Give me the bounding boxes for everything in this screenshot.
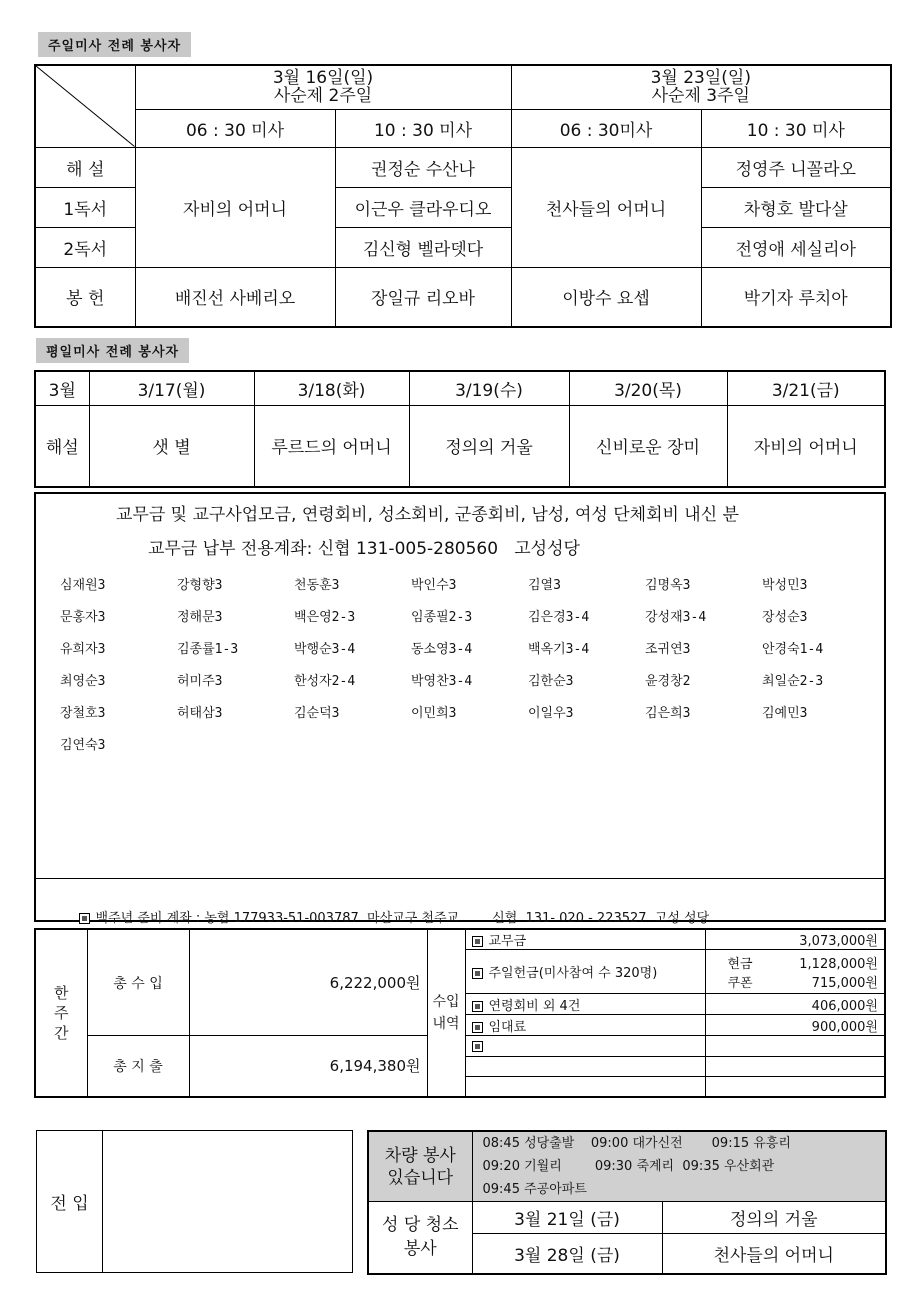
income-item-name: 임대료 — [488, 1019, 527, 1035]
schedule-row — [483, 1132, 886, 1155]
transfer-in-content — [103, 1131, 353, 1273]
role-label: 봉 헌 — [35, 267, 135, 327]
total-expense-value: 6,194,380원 — [189, 1036, 427, 1097]
donor-name: 박영찬3-4 — [411, 674, 473, 689]
sunday-section-label: 주일미사 전례 봉사자 — [38, 32, 191, 57]
finance-table — [34, 928, 886, 1098]
sunday-date-1-name: 사순제 2주일 — [273, 86, 373, 107]
detail-label — [427, 929, 465, 1097]
income-amount: 3,073,000원 — [705, 929, 885, 950]
weekday-group: 정의의 거울 — [409, 405, 569, 487]
income-sub-amounts — [705, 950, 885, 994]
income-amount: 900,000원 — [705, 1015, 885, 1036]
donor-name: 강형향3 — [177, 578, 223, 593]
income-item — [465, 929, 705, 950]
donation-heading: 교무금 및 교구사업모금, 연령회비, 성소회비, 군종회비, 남성, 여성 단체회비 내신 분 — [116, 505, 739, 525]
donor-name: 동소영3-4 — [411, 642, 473, 657]
donor-name: 윤경창2 — [645, 674, 691, 689]
donor-name: 김명옥3 — [645, 578, 691, 593]
schedule-row — [483, 1155, 886, 1178]
income-item-name: 교무금 — [488, 934, 527, 949]
empty-cell — [465, 1057, 705, 1097]
weekday-ministry-table — [34, 370, 886, 488]
schedule-stop: 08:45 성당출발 — [482, 1136, 575, 1151]
sunday-date-2-date: 3월 23일(일) — [650, 68, 751, 89]
sub-amount: 1,128,000원 — [799, 956, 878, 972]
donor-name: 장성순3 — [762, 610, 808, 625]
weekday-date: 3/21(금) — [727, 371, 885, 405]
donor-name: 김열3 — [528, 578, 561, 593]
month-label: 3월 — [35, 371, 89, 405]
role-label: 해 설 — [35, 147, 135, 187]
weekday-date: 3/18(화) — [254, 371, 409, 405]
minister-cell: 박기자 루치아 — [701, 267, 891, 327]
donor-name: 이일우3 — [528, 706, 574, 721]
donor-name: 김예민3 — [762, 706, 808, 721]
weekday-date: 3/20(목) — [569, 371, 727, 405]
sunday-ministry-table — [34, 64, 892, 328]
role-label: 해설 — [35, 405, 89, 487]
mass-time: 06 : 30미사 — [511, 109, 701, 147]
donor-name: 천동훈3 — [294, 578, 340, 593]
income-item-name: 주일헌금(미사참여 수 320명) — [488, 966, 658, 981]
minister-cell: 이근우 클라우디오 — [335, 187, 511, 227]
sub-label: 현금 — [727, 956, 753, 972]
donor-name: 장철호3 — [60, 706, 106, 721]
schedule-stop: 09:30 죽계리 — [594, 1159, 675, 1174]
donation-account: 교무금 납부 전용계좌: 신협 131-005-280560 고성성당 — [148, 539, 580, 559]
sunday-date-1 — [135, 65, 511, 109]
donor-name: 박인수3 — [411, 578, 457, 593]
donor-name: 김은경3-4 — [528, 610, 590, 625]
donor-name: 이민희3 — [411, 706, 457, 721]
income-item — [465, 994, 705, 1015]
donor-name: 임종필2-3 — [411, 610, 473, 625]
mass-time: 06 : 30 미사 — [135, 109, 335, 147]
checkbox-icon — [472, 1022, 483, 1033]
income-item — [465, 950, 705, 994]
income-item-name: 연령회비 외 4건 — [488, 998, 581, 1014]
checkbox-icon — [79, 913, 90, 924]
schedule-stop: 09:45 주공아파트 — [482, 1182, 587, 1197]
period-label-text: 한 주 간 — [54, 983, 69, 1042]
group-cell: 천사들의 어머니 — [511, 147, 701, 267]
donor-name: 김연숙3 — [60, 738, 106, 753]
detail-label-text: 수입 내역 — [432, 993, 460, 1032]
schedule-stop: 09:20 기월리 — [482, 1159, 562, 1174]
income-amount — [705, 1036, 885, 1057]
sunday-date-2 — [511, 65, 891, 109]
checkbox-icon — [472, 1041, 483, 1052]
sub-label: 쿠폰 — [727, 975, 753, 991]
minister-cell: 정영주 니꼴라오 — [701, 147, 891, 187]
cleaning-group: 정의의 거울 — [662, 1202, 886, 1234]
minister-cell: 전영애 세실리아 — [701, 227, 891, 267]
sunday-date-1-date: 3월 16일(일) — [272, 68, 374, 89]
schedule-stop: 09:00 대가신전 — [590, 1136, 683, 1151]
weekday-date: 3/17(월) — [89, 371, 254, 405]
cleaning-label-text: 성 당 청소 봉사 — [382, 1215, 459, 1260]
minister-cell: 배진선 사베리오 — [135, 267, 335, 327]
sunday-date-2-name: 사순제 3주일 — [651, 86, 750, 107]
cleaning-date: 3월 28일 (금) — [472, 1234, 662, 1274]
transfer-in-table — [36, 1130, 353, 1273]
vehicle-schedule — [472, 1131, 886, 1202]
mass-time: 10 : 30 미사 — [701, 109, 891, 147]
minister-cell: 차형호 발다살 — [701, 187, 891, 227]
total-income-label: 총 수 입 — [87, 929, 189, 1036]
donor-name: 정해문3 — [177, 610, 223, 625]
donor-name: 백옥기3-4 — [528, 642, 590, 657]
minister-cell: 장일규 리오바 — [335, 267, 511, 327]
minister-cell: 권정순 수산나 — [335, 147, 511, 187]
schedule-row — [483, 1178, 886, 1201]
jubilee-account-text: 백주년 준비 계좌 : 농협 177933-51-003787 마산교구 천주교 신협 131- 020 - 223527 고성 성당 — [95, 911, 710, 926]
weekday-group: 루르드의 어머니 — [254, 405, 409, 487]
weekday-group: 샛 별 — [89, 405, 254, 487]
weekday-section-label: 평일미사 전례 봉사자 — [36, 338, 189, 363]
mass-time: 10 : 30 미사 — [335, 109, 511, 147]
vehicle-label — [368, 1131, 472, 1202]
donor-name: 유희자3 — [60, 642, 106, 657]
schedule-stop: 09:15 유흥리 — [711, 1136, 791, 1151]
checkbox-icon — [472, 936, 483, 947]
service-table — [367, 1130, 887, 1275]
role-label: 2독서 — [35, 227, 135, 267]
vehicle-label-text: 차량 봉사 있습니다 — [384, 1145, 456, 1188]
donor-name: 안경숙1-4 — [762, 642, 824, 657]
sub-amount: 715,000원 — [811, 975, 878, 991]
cleaning-group: 천사들의 어머니 — [662, 1234, 886, 1274]
minister-cell: 이방수 요셉 — [511, 267, 701, 327]
donor-name: 김은희3 — [645, 706, 691, 721]
donation-footer-divider — [36, 878, 884, 879]
donor-name: 조귀연3 — [645, 642, 691, 657]
donor-name: 김종률1-3 — [177, 642, 239, 657]
income-amount: 406,000원 — [705, 994, 885, 1015]
transfer-in-label: 전 입 — [37, 1131, 103, 1273]
donor-name: 박성민3 — [762, 578, 808, 593]
income-item — [465, 1015, 705, 1036]
period-label — [35, 929, 87, 1097]
total-expense-label: 총 지 출 — [87, 1036, 189, 1097]
group-cell: 자비의 어머니 — [135, 147, 335, 267]
donor-name: 김한순3 — [528, 674, 574, 689]
weekday-group: 신비로운 장미 — [569, 405, 727, 487]
checkbox-icon — [472, 968, 483, 979]
donor-name: 백은영2-3 — [294, 610, 356, 625]
minister-cell: 김신형 벨라뎃다 — [335, 227, 511, 267]
donor-name: 최일순2-3 — [762, 674, 824, 689]
cleaning-label — [368, 1202, 472, 1274]
cleaning-date: 3월 21일 (금) — [472, 1202, 662, 1234]
donor-name: 심재원3 — [60, 578, 106, 593]
donor-name: 강성재3-4 — [645, 610, 707, 625]
role-label: 1독서 — [35, 187, 135, 227]
donor-name: 김순덕3 — [294, 706, 340, 721]
schedule-stop: 09:35 우산회관 — [682, 1159, 775, 1174]
header-corner — [35, 65, 135, 147]
weekday-group: 자비의 어머니 — [727, 405, 885, 487]
donor-name: 최영순3 — [60, 674, 106, 689]
weekday-date: 3/19(수) — [409, 371, 569, 405]
donor-name: 허미주3 — [177, 674, 223, 689]
donor-name: 박행순3-4 — [294, 642, 356, 657]
empty-cell — [705, 1057, 885, 1097]
donor-name: 한성자2-4 — [294, 674, 356, 689]
total-income-value: 6,222,000원 — [189, 929, 427, 1036]
donor-name: 문홍자3 — [60, 610, 106, 625]
income-item — [465, 1036, 705, 1057]
checkbox-icon — [472, 1001, 483, 1012]
donor-list — [60, 575, 880, 757]
donor-name: 허태삼3 — [177, 706, 223, 721]
